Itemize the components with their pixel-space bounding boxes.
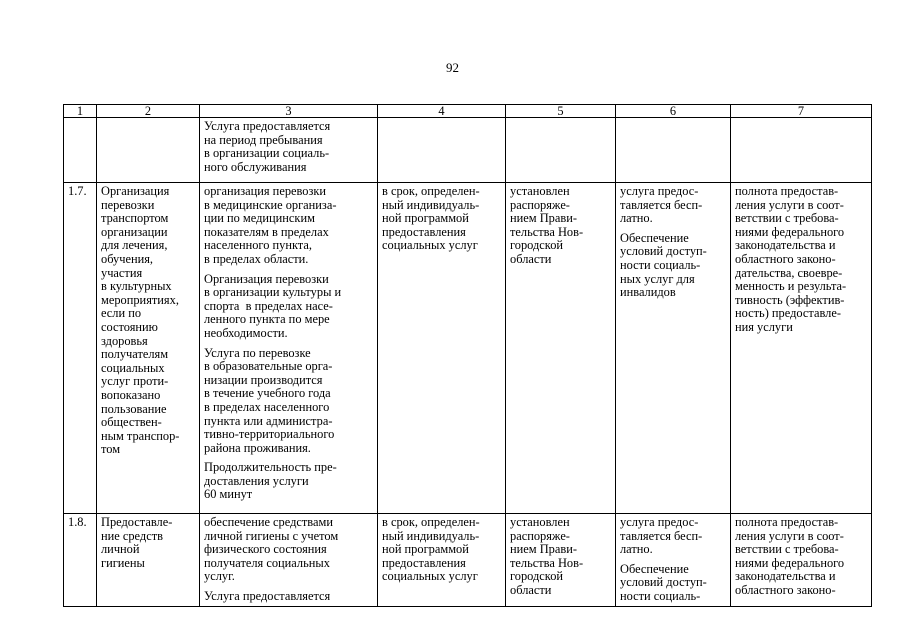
cell-text-line: ных услуг для [620,271,695,286]
cell-text-line: распоряже- [510,197,570,212]
cell-text-line: здоровья [101,333,148,348]
cell-text-line: ниями федерального [735,555,845,570]
cell-text-line: в пределах населенного [204,399,330,414]
cell-text-line: 60 минут [204,487,253,502]
cell-text-line: в образовательные орга- [204,359,333,374]
cell-text-line: ниями федерального [735,224,845,239]
cell-text-line: латно. [620,542,653,557]
cell-text-line: пользование [101,401,167,416]
cell-text-line: ления услуги в соот- [735,528,844,543]
cell-text-line: обучения, [101,251,154,266]
service-conditions-cell [616,514,731,607]
cell-text-line: тивно-территориального [204,427,335,442]
cell-text-line: состоянию [101,319,158,334]
cell-text-line: установлен [510,184,570,198]
cell-text-line: Предоставле- [101,515,173,529]
cell-text-line: тивность (эффектив- [735,292,845,307]
cell-text-line: личной гигиены с учетом [204,528,339,543]
cell-text-line: социальных [101,360,165,375]
cell-text-line: тельства Нов- [510,224,584,239]
cell-text-line: социальных услуг [382,238,478,253]
cell-text-line: в срок, определен- [382,515,480,529]
tariff-basis-cell [506,183,616,514]
cell-text-line: ный индивидуаль- [382,197,480,212]
cell-text-line: законодательства и [735,569,836,584]
cell-text-line: нием Прави- [510,211,577,226]
cell-text-line: областного законо- [735,251,836,266]
cell-text-line: услуга предос- [620,184,699,198]
cell-text-line: перевозки [101,197,155,212]
cell-text-line: менность и результа- [735,279,847,294]
cell-text-line: района проживания. [204,440,311,455]
cell-text-line: ции по медицинским [204,211,315,226]
cell-text-line: предоставления [382,555,466,570]
cell-text-line: в пределах области. [204,251,309,266]
table-row [64,118,872,183]
page-number: 92 [446,60,459,75]
service-name-cell [97,514,200,607]
cell-paragraph [204,347,373,456]
cell-text-line: получателям [101,347,169,362]
cell-text-line: тавляется бесп- [620,528,703,543]
cell-text-line: в культурных [101,279,172,294]
cell-text-line: ления услуги в соот- [735,197,844,212]
cell-text-line: Продолжительность пре- [204,460,337,475]
header-cell-7: 7 [731,105,872,118]
header-cell-3: 3 [200,105,378,118]
cell-text-line: организации [101,224,168,239]
quality-indicators-cell [731,183,872,514]
cell-text-line: Организация перевозки [204,271,329,286]
cell-text-line: области [510,251,552,266]
cell-text-line: городской [510,569,564,584]
service-conditions-cell [616,118,731,183]
cell-text-line: мероприятиях, [101,292,179,307]
cell-paragraph [204,590,373,604]
cell-text-line: Обеспечение [620,230,689,245]
cell-text-line: условий доступ- [620,575,707,590]
cell-text-line: Услуга по перевозке [204,345,311,360]
quality-indicators-cell [731,514,872,607]
cell-text-line: ный индивидуаль- [382,528,480,543]
tariff-basis-cell [506,514,616,607]
cell-paragraph [204,185,373,267]
cell-text-line: в срок, определен- [382,184,480,198]
cell-paragraph [204,120,373,174]
cell-text-line: предоставления [382,224,466,239]
cell-text-line: ным транспор- [101,428,180,443]
row-number-cell: 1.7. [64,183,97,514]
cell-text-line: Обеспечение [620,561,689,576]
cell-text-line: услуг. [204,569,235,584]
cell-text-line: услуга предос- [620,515,699,529]
cell-text-line: спорта в пределах насе- [204,298,333,313]
cell-text-line: ность) предоставле- [735,306,841,321]
cell-text-line: вопоказано [101,387,161,402]
service-term-cell [378,514,506,607]
cell-text-line: населенного пункта, [204,238,312,253]
cell-text-line: в течение учебного года [204,386,331,401]
cell-text-line: ние средств [101,528,163,543]
service-term-cell [378,118,506,183]
cell-text-line: ной программой [382,211,469,226]
cell-text-line: обществен- [101,415,162,430]
cell-text-line: низации производится [204,372,323,387]
cell-text-line: полнота предостав- [735,184,839,198]
cell-text-line: гигиены [101,555,145,570]
cell-text-line: получателя социальных [204,555,330,570]
cell-text-line: ной программой [382,542,469,557]
cell-text-line: тельства Нов- [510,555,584,570]
cell-text-line: Услуга предоставляется [204,588,331,603]
cell-text-line: том [101,442,121,457]
cell-paragraph [620,516,726,557]
cell-text-line: если по [101,306,142,321]
cell-text-line: городской [510,238,564,253]
cell-text-line: области [510,582,552,597]
cell-paragraph [204,461,373,502]
cell-text-line: полнота предостав- [735,515,839,529]
services-table [63,104,872,607]
tariff-basis-cell [506,118,616,183]
service-content-cell [200,514,378,607]
cell-text-line: социальных услуг [382,569,478,584]
cell-text-line: в медицинские организа- [204,197,337,212]
header-row [64,105,872,118]
cell-text-line: нием Прави- [510,542,577,557]
table-row [64,183,872,514]
cell-text-line: латно. [620,211,653,226]
quality-indicators-cell [731,118,872,183]
cell-text-line: на период пребывания [204,132,323,147]
cell-text-line: физического состояния [204,542,327,557]
cell-paragraph [620,185,726,226]
cell-text-line: дательства, своевре- [735,265,843,280]
cell-text-line: инвалидов [620,285,676,300]
cell-text-line: законодательства и [735,238,836,253]
cell-text-line: участия [101,265,143,280]
cell-text-line: ветствии с требова- [735,211,839,226]
row-number-cell [64,118,97,183]
cell-text-line: организация перевозки [204,184,327,198]
cell-text-line: ности социаль- [620,257,701,272]
cell-text-line: ного обслуживания [204,159,307,174]
service-name-cell [97,183,200,514]
cell-text-line: для лечения, [101,238,168,253]
cell-text-line: Организация [101,184,170,198]
cell-text-line: доставления услуги [204,473,309,488]
cell-paragraph [204,273,373,341]
service-term-cell [378,183,506,514]
header-cell-2: 2 [97,105,200,118]
cell-text-line: Услуга предоставляется [204,119,331,133]
cell-text-line: пункта или администра- [204,413,333,428]
service-content-cell [200,118,378,183]
header-cell-5: 5 [506,105,616,118]
cell-paragraph [620,563,726,604]
header-cell-6: 6 [616,105,731,118]
cell-text-line: тавляется бесп- [620,197,703,212]
service-name-cell [97,118,200,183]
cell-text-line: необходимости. [204,325,288,340]
cell-text-line: транспортом [101,211,169,226]
cell-text-line: в организации культуры и [204,285,342,300]
cell-paragraph [620,232,726,300]
cell-text-line: условий доступ- [620,244,707,259]
header-cell-4: 4 [378,105,506,118]
service-content-cell [200,183,378,514]
cell-text-line: ности социаль- [620,588,701,603]
table-row [64,514,872,607]
cell-text-line: обеспечение средствами [204,515,333,529]
cell-text-line: услуг проти- [101,374,169,389]
cell-text-line: личной [101,542,140,557]
row-number-cell: 1.8. [64,514,97,607]
cell-text-line: ния услуги [735,319,793,334]
cell-text-line: распоряже- [510,528,570,543]
cell-text-line: установлен [510,515,570,529]
cell-text-line: ветствии с требова- [735,542,839,557]
cell-text-line: в организации социаль- [204,146,330,161]
cell-text-line: ленного пункта по мере [204,312,330,327]
cell-text-line: показателям в пределах [204,224,329,239]
header-cell-1: 1 [64,105,97,118]
cell-text-line: областного законо- [735,582,836,597]
service-conditions-cell [616,183,731,514]
cell-paragraph [204,516,373,584]
